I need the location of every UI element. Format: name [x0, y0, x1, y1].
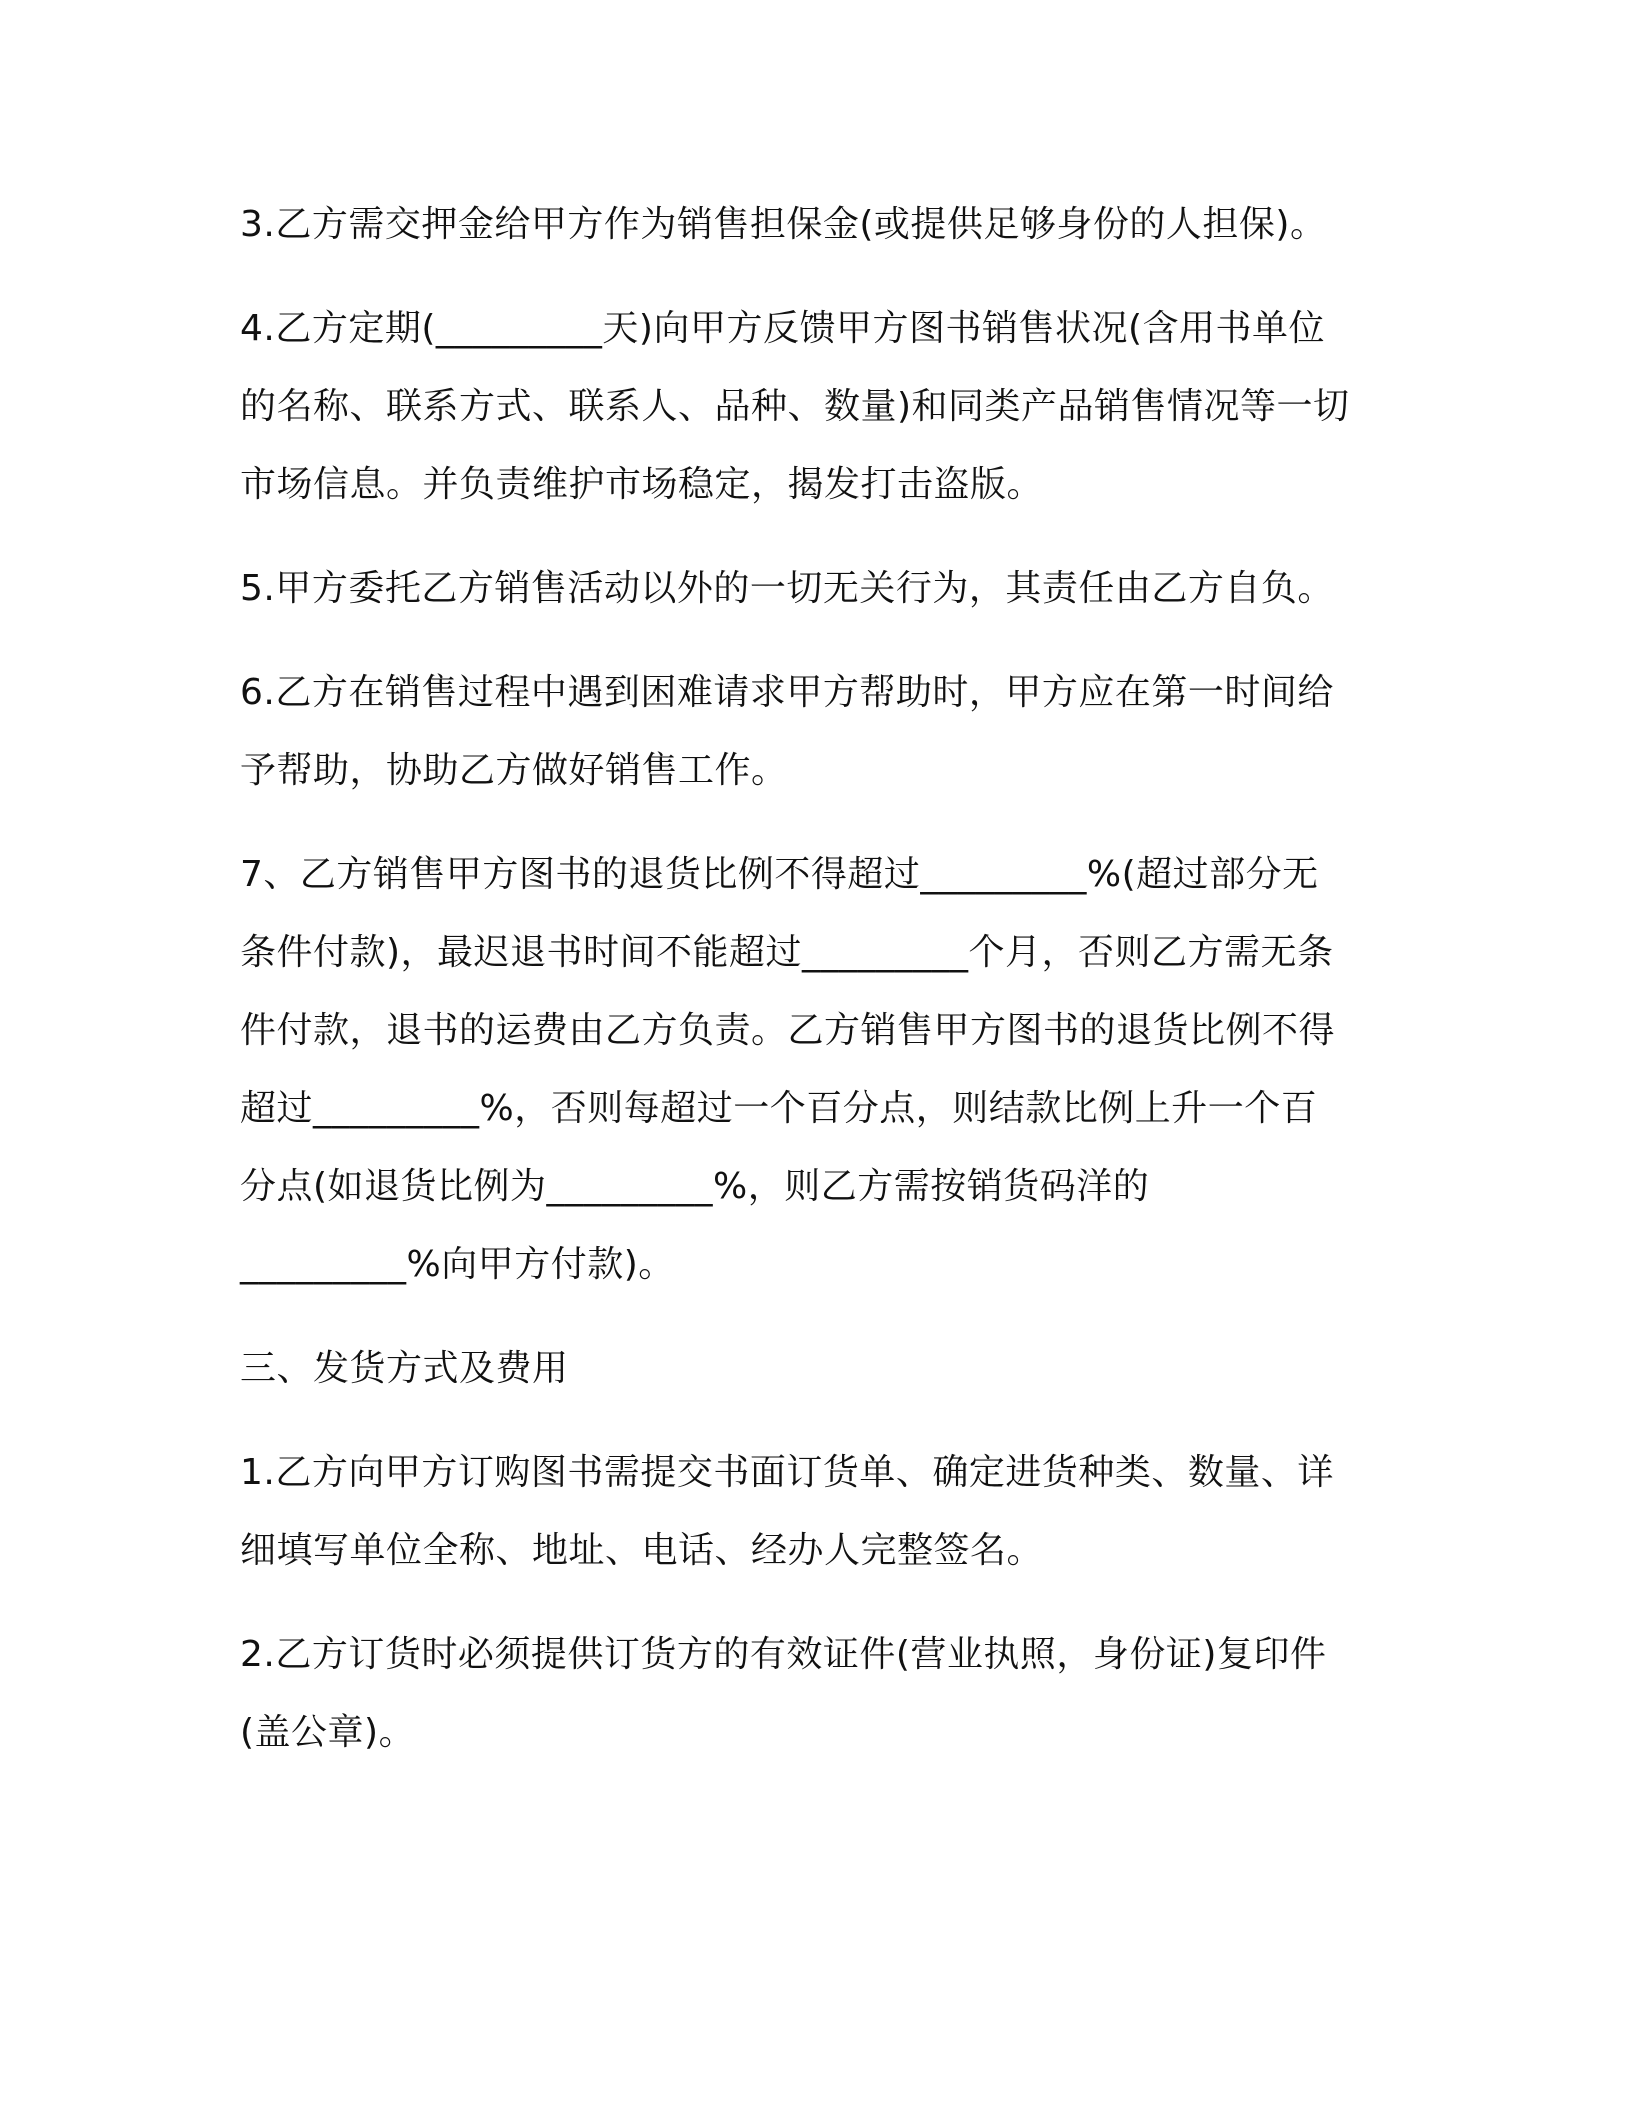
clause-3 — [240, 186, 1380, 264]
section-3-clause-2 — [240, 1616, 1380, 1772]
text-line: 市场信息。并负责维护市场稳定，揭发打击盗版。 — [240, 464, 1044, 505]
document-body — [240, 186, 1380, 1798]
clause-4 — [240, 290, 1380, 524]
text-line: 3.乙方需交押金给甲方作为销售担保金(或提供足够身份的人担保)。 — [240, 204, 1327, 245]
clause-6 — [240, 654, 1380, 810]
text-line: 6.乙方在销售过程中遇到困难请求甲方帮助时，甲方应在第一时间给 — [240, 672, 1334, 713]
clause-5 — [240, 550, 1380, 628]
text-line: 分点(如退货比例为_________%，则乙方需按销货码洋的 — [240, 1166, 1150, 1207]
text-line: 件付款，退书的运费由乙方负责。乙方销售甲方图书的退货比例不得 — [240, 1010, 1336, 1051]
text-line: 超过_________%，否则每超过一个百分点，则结款比例上升一个百 — [240, 1088, 1318, 1129]
text-line: 细填写单位全称、地址、电话、经办人完整签名。 — [240, 1530, 1044, 1571]
text-line: 条件付款)，最迟退书时间不能超过_________个月，否则乙方需无条 — [240, 932, 1334, 973]
text-line: 4.乙方定期(_________天)向甲方反馈甲方图书销售状况(含用书单位 — [240, 308, 1325, 349]
text-line: 5.甲方委托乙方销售活动以外的一切无关行为，其责任由乙方自负。 — [240, 568, 1334, 609]
clause-7 — [240, 836, 1380, 1304]
section-3-clause-1 — [240, 1434, 1380, 1590]
text-line: 三、发货方式及费用 — [240, 1348, 569, 1389]
text-line: 2.乙方订货时必须提供订货方的有效证件(营业执照，身份证)复印件 — [240, 1634, 1327, 1675]
text-line: 的名称、联系方式、联系人、品种、数量)和同类产品销售情况等一切 — [240, 386, 1350, 427]
section-heading — [240, 1330, 1380, 1408]
text-line: _________%向甲方付款)。 — [240, 1244, 675, 1285]
text-line: 7、乙方销售甲方图书的退货比例不得超过_________%(超过部分无 — [240, 854, 1319, 895]
text-line: (盖公章)。 — [240, 1712, 416, 1753]
text-line: 1.乙方向甲方订购图书需提交书面订货单、确定进货种类、数量、详 — [240, 1452, 1334, 1493]
text-line: 予帮助，协助乙方做好销售工作。 — [240, 750, 788, 791]
